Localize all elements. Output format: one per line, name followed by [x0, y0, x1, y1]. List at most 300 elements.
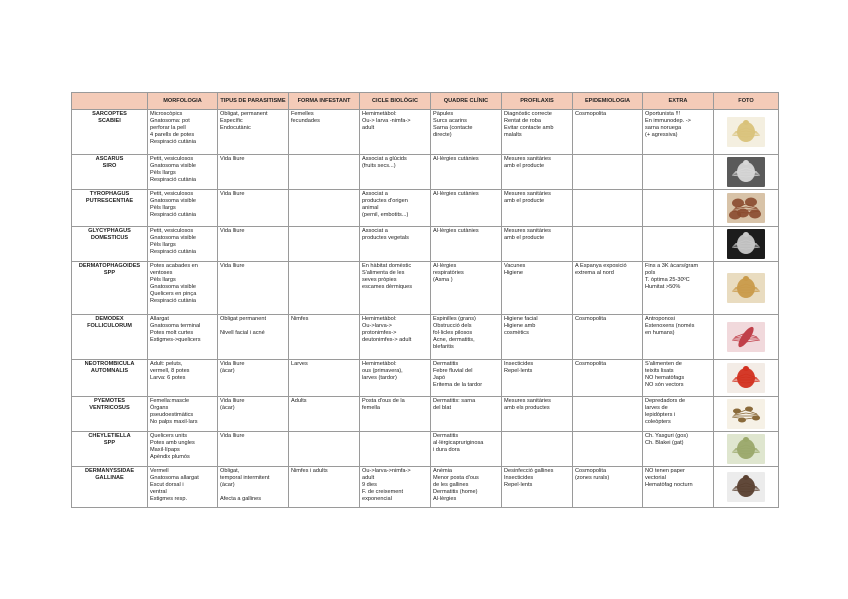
cell-line: Vida lliure	[220, 228, 245, 234]
cell-line: adult	[362, 124, 375, 131]
cell-line: malalts	[504, 131, 522, 138]
cell-line: PUTRESCENTIAE	[85, 197, 134, 204]
cell-line: Diagnòstic correcte	[504, 111, 552, 117]
cell-line: deutonimfes-> adult	[362, 336, 412, 343]
cell-line: Desinfecció gallines	[504, 468, 554, 474]
cell-line: fecundades	[291, 117, 320, 124]
tyrophagus-photo-icon	[727, 193, 765, 223]
header-morfologia: MORFOLOGIA	[148, 93, 218, 110]
cell-line: Petit, vesiculosos	[150, 228, 194, 234]
cell-line: AUTOMNALIS	[90, 367, 129, 374]
dermatophagoides-photo-icon	[727, 273, 765, 303]
cell-line: Vida lliure	[220, 433, 245, 439]
epidemiologia-cell	[573, 315, 643, 360]
cell-line: SPP	[103, 439, 116, 446]
table-row	[72, 110, 779, 155]
cicle-biologic-cell	[360, 227, 431, 262]
cell-line: teixits lisats	[645, 367, 674, 374]
cell-line: Ou->larva->	[362, 322, 392, 329]
species-name-cell	[72, 432, 148, 467]
cell-line: Mesures sanitàries	[504, 398, 551, 404]
quadre-clinic-cell	[431, 432, 502, 467]
cell-line: S'alimenta de les	[362, 269, 405, 276]
cell-line: Insecticides	[504, 474, 534, 481]
cell-line: (fruits secs...)	[362, 162, 396, 169]
cell-line: Sarna (contacte	[433, 124, 473, 131]
cell-line: Escut dorsal i	[150, 481, 184, 488]
cell-line: Larva: 6 potes	[150, 374, 186, 381]
cell-line: Estigmes->quelicers	[150, 336, 201, 343]
cell-line: blefaritis	[433, 343, 454, 350]
cell-line: Adult: peluts,	[150, 361, 183, 367]
tipus-parasitisme-cell	[218, 397, 289, 432]
species-name-cell	[72, 360, 148, 397]
cell-line: Vida lliure	[220, 156, 245, 162]
cell-line: Cosmopolita	[575, 111, 607, 117]
cell-line: seves pròpies	[362, 276, 397, 283]
foto-cell	[714, 110, 779, 155]
cell-line: Ou-> larva -nimfa->	[362, 117, 411, 124]
cell-line: Larves	[291, 361, 308, 367]
cell-line: protonimfes->	[362, 329, 397, 336]
foto-cell	[714, 467, 779, 508]
cell-line: DERMANYSSIDAE	[84, 468, 135, 474]
cell-line: Nivell facial i acné	[220, 329, 265, 336]
header-tipus-parasitisme: TIPUS DE PARASITISME	[218, 93, 289, 110]
morfologia-cell	[148, 432, 218, 467]
cell-line: Ch. Blakei (gat)	[645, 439, 684, 446]
cell-line: Al·lèrgies cutànies	[433, 191, 479, 197]
table-row	[72, 397, 779, 432]
cicle-biologic-cell	[360, 110, 431, 155]
cell-line: Potes amb ungles	[150, 439, 195, 446]
cell-line: Hemimetàbol:	[362, 111, 397, 117]
cell-line: Dermatitis	[433, 361, 459, 367]
cell-line: Respiració cutània	[150, 211, 197, 218]
forma-infestant-cell	[289, 467, 360, 508]
cell-line: Higiene	[504, 269, 523, 276]
cell-line: T. òptima 25-30ºC	[645, 276, 690, 283]
table-row	[72, 155, 779, 190]
cell-line: femella	[362, 404, 381, 411]
cell-line: Dermatitis: sarna	[433, 398, 476, 404]
header-profilaxis: PROFILAXIS	[502, 93, 573, 110]
cell-line: SCABIEI	[98, 117, 121, 124]
cell-line: En immunodep. ->	[645, 117, 691, 124]
pyemotes-photo-icon	[727, 399, 765, 429]
cell-line: 9 dies	[362, 481, 377, 488]
cell-line: Nimfes	[291, 316, 309, 322]
cell-line: temporal intermitent	[220, 474, 270, 481]
morfologia-cell	[148, 315, 218, 360]
morfologia-cell	[148, 360, 218, 397]
tipus-parasitisme-cell	[218, 315, 289, 360]
cell-line: Petit, vesiculosos	[150, 156, 194, 162]
cell-line: Gnatosoma visible	[150, 162, 197, 169]
tipus-parasitisme-cell	[218, 227, 289, 262]
cell-line	[220, 489, 286, 496]
header-epidemiologia: EPIDEMIOLOGIA	[573, 93, 643, 110]
cell-line: GLYCYPHAGUS	[88, 228, 131, 234]
cell-line: Vida lliure	[220, 191, 245, 197]
cell-line: NEOTROMBICULA	[84, 361, 135, 367]
cell-line: Respiració cutània	[150, 138, 197, 145]
cell-line: fol·licles pilosos	[433, 329, 473, 336]
cell-line: Mesures sanitàries	[504, 156, 551, 162]
cell-line: Associat a glúcids	[362, 156, 407, 162]
cell-line: VENTRICOSUS	[89, 404, 130, 411]
cell-line: Mesures sanitàries	[504, 228, 551, 234]
header-quadre-clinic: QUADRE CLÍNIC	[431, 93, 502, 110]
cell-line: Nimfes i adults	[291, 468, 328, 474]
extra-cell	[643, 315, 714, 360]
cell-line: respiratòries	[433, 269, 464, 276]
cicle-biologic-cell	[360, 155, 431, 190]
cell-line: animal	[362, 204, 379, 211]
cell-line: al·lèrgicapruriginosa	[433, 439, 484, 446]
tipus-parasitisme-cell	[218, 262, 289, 315]
foto-cell	[714, 432, 779, 467]
foto-cell	[714, 155, 779, 190]
cell-line: Hematòfag nocturn	[645, 481, 693, 488]
cell-line: Anèmia	[433, 468, 452, 474]
cell-line: Pèls llargs	[150, 169, 176, 176]
quadre-clinic-cell	[431, 262, 502, 315]
cell-line: Obligat permanent	[220, 316, 267, 322]
cell-line: sarna noruega	[645, 124, 682, 131]
header-forma-infestant: FORMA INFESTANT	[289, 93, 360, 110]
epidemiologia-cell	[573, 397, 643, 432]
cell-line: Gnatosoma allargat	[150, 474, 199, 481]
table-header-row	[72, 93, 779, 110]
forma-infestant-cell	[289, 397, 360, 432]
neotrombicula-photo-icon	[727, 363, 765, 393]
cell-line: En hàbitat domèstic	[362, 263, 412, 269]
foto-cell	[714, 360, 779, 397]
cell-line: Vida lliure	[220, 361, 245, 367]
cell-line: larves (tardor)	[362, 374, 397, 381]
cell-line: en humans)	[645, 329, 675, 336]
cell-line: Afecta a gallines	[220, 495, 262, 502]
cell-line: Allargat	[150, 316, 169, 322]
cell-line: Oportunista !!!	[645, 111, 681, 117]
cicle-biologic-cell	[360, 397, 431, 432]
cell-line: Antroponosi	[645, 316, 675, 322]
epidemiologia-cell	[573, 155, 643, 190]
cell-line: NO són vectors	[645, 381, 684, 388]
cell-line: DEMODEX	[95, 316, 124, 322]
table-row	[72, 227, 779, 262]
cell-line: Vermell	[150, 468, 169, 474]
acarus-photo-icon	[727, 157, 765, 187]
cell-line: Repel·lents	[504, 481, 533, 488]
species-name-cell	[72, 262, 148, 315]
cell-line: Pàpules	[433, 111, 454, 117]
cell-line: Obligat,	[220, 468, 240, 474]
cell-line: coleòpters	[645, 418, 671, 425]
cell-line: Acne, dermatitis,	[433, 336, 475, 343]
glycyphagus-photo-icon	[727, 229, 765, 259]
cell-line: ous (primavera),	[362, 367, 403, 374]
species-name-cell	[72, 155, 148, 190]
tipus-parasitisme-cell	[218, 190, 289, 227]
cell-line: SIRO	[102, 162, 117, 169]
cell-line: Ch. Yasguri (gos)	[645, 433, 689, 439]
cell-line: Gnatosoma visible	[150, 283, 197, 290]
morfologia-cell	[148, 227, 218, 262]
cell-line: Rentat de roba	[504, 117, 542, 124]
foto-cell	[714, 227, 779, 262]
header-extra: EXTRA	[643, 93, 714, 110]
cell-line: (zones rurals)	[575, 474, 610, 481]
cicle-biologic-cell	[360, 360, 431, 397]
quadre-clinic-cell	[431, 155, 502, 190]
cell-line: Evitar contacte amb	[504, 124, 554, 131]
species-name-cell	[72, 467, 148, 508]
cell-line: Maxil·lípaps	[150, 446, 180, 453]
cell-line: No palps maxil·lars	[150, 418, 198, 425]
cell-line: DOMESTICUS	[90, 234, 129, 241]
cell-line: Femelles	[291, 111, 314, 117]
cell-line: Quelicers en pinça	[150, 290, 197, 297]
dermanyssus-photo-icon	[727, 472, 765, 502]
cell-line: Higiene amb	[504, 322, 536, 329]
extra-cell	[643, 155, 714, 190]
profilaxis-cell	[502, 432, 573, 467]
cell-line: Al·lèrgies cutànies	[433, 228, 479, 234]
cell-line: Associat a	[362, 191, 388, 197]
cell-line: Cosmopolita	[575, 468, 607, 474]
forma-infestant-cell	[289, 432, 360, 467]
cell-line: Depredadors de	[645, 398, 686, 404]
cell-line: escames dèrmiques	[362, 283, 413, 290]
mites-comparison-table	[71, 92, 779, 508]
cell-line: Espinilles (grans)	[433, 316, 476, 322]
cell-line: Associat a	[362, 228, 388, 234]
cell-line: Gnatosoma visible	[150, 234, 197, 241]
cell-line: Repel·lents	[504, 367, 533, 374]
cell-line: SARCOPTES	[92, 111, 127, 117]
epidemiologia-cell	[573, 262, 643, 315]
cell-line: SPP	[103, 269, 116, 276]
cell-line: Específic	[220, 117, 243, 124]
morfologia-cell	[148, 262, 218, 315]
sarcoptes-photo-icon	[727, 117, 765, 147]
cell-line: Hemimetàbol:	[362, 361, 397, 367]
cell-line: Petit, vesiculosos	[150, 191, 194, 197]
mites-table-sheet	[71, 92, 778, 508]
table-row	[72, 262, 779, 315]
cicle-biologic-cell	[360, 190, 431, 227]
cell-line: Obstrucció dels	[433, 322, 472, 329]
profilaxis-cell	[502, 155, 573, 190]
quadre-clinic-cell	[431, 110, 502, 155]
cell-line: Japó	[433, 374, 446, 381]
cell-line: Pèls llargs	[150, 204, 176, 211]
epidemiologia-cell	[573, 110, 643, 155]
cell-line: de les gallines	[433, 481, 469, 488]
cell-line: Vida lliure	[220, 263, 245, 269]
cell-line: (pernil, embotits...)	[362, 211, 409, 218]
cell-line: Hemimetàbol:	[362, 316, 397, 322]
tipus-parasitisme-cell	[218, 155, 289, 190]
cell-line: Respiració cutània	[150, 176, 197, 183]
cheyletiella-photo-icon	[727, 434, 765, 464]
cell-line: Pèls llargs	[150, 241, 176, 248]
epidemiologia-cell	[573, 360, 643, 397]
morfologia-cell	[148, 397, 218, 432]
cell-line: DERMATOPHAGOIDES	[78, 263, 141, 269]
cell-line: CHEYLETIELLA	[88, 433, 131, 439]
foto-cell	[714, 397, 779, 432]
extra-cell	[643, 397, 714, 432]
forma-infestant-cell	[289, 190, 360, 227]
cell-line: Gnatosoma visible	[150, 197, 197, 204]
epidemiologia-cell	[573, 190, 643, 227]
extra-cell	[643, 262, 714, 315]
profilaxis-cell	[502, 397, 573, 432]
morfologia-cell	[148, 190, 218, 227]
cell-line: Respiració cutània	[150, 248, 197, 255]
forma-infestant-cell	[289, 110, 360, 155]
profilaxis-cell	[502, 227, 573, 262]
cell-line: del blat	[433, 404, 452, 411]
cell-line: S'alimenten de	[645, 361, 682, 367]
cell-line: Al·lèrgies	[433, 263, 457, 269]
epidemiologia-cell	[573, 227, 643, 262]
cell-line: productes d'origen	[362, 197, 408, 204]
cell-line: TYROPHAGUS	[89, 191, 130, 197]
cell-line: (Asma )	[433, 276, 453, 283]
foto-cell	[714, 262, 779, 315]
foto-cell	[714, 190, 779, 227]
table-row	[72, 315, 779, 360]
cell-line: Adults	[291, 398, 307, 404]
cell-line: Estigmes resp.	[150, 495, 187, 502]
cell-line: Gnatosoma: pot	[150, 117, 190, 124]
quadre-clinic-cell	[431, 315, 502, 360]
cell-line: Cosmopolita	[575, 316, 607, 322]
cell-line: (àcar)	[220, 404, 235, 411]
table-row	[72, 360, 779, 397]
table-row	[72, 190, 779, 227]
profilaxis-cell	[502, 467, 573, 508]
cell-line: Quelicers units	[150, 433, 187, 439]
foto-cell	[714, 315, 779, 360]
cicle-biologic-cell	[360, 262, 431, 315]
cell-line: Potes acabades en	[150, 263, 198, 269]
cell-line: ASCARUS	[95, 156, 124, 162]
forma-infestant-cell	[289, 155, 360, 190]
quadre-clinic-cell	[431, 397, 502, 432]
extra-cell	[643, 227, 714, 262]
extra-cell	[643, 110, 714, 155]
cell-line: adult	[362, 474, 375, 481]
morfologia-cell	[148, 467, 218, 508]
cicle-biologic-cell	[360, 432, 431, 467]
cell-line: Estenoxens (només	[645, 322, 695, 329]
cell-line: perforar la pell	[150, 124, 186, 131]
cell-line: ventral	[150, 488, 167, 495]
cell-line: Higiene facial	[504, 316, 538, 322]
cell-line: Òrgans	[150, 404, 169, 411]
cell-line: Ou->larva->nimfa->	[362, 468, 411, 474]
profilaxis-cell	[502, 110, 573, 155]
cell-line: Dermatitis (home)	[433, 488, 478, 495]
epidemiologia-cell	[573, 467, 643, 508]
morfologia-cell	[148, 110, 218, 155]
cell-line: NO tenen paper	[645, 468, 685, 474]
cell-line: Dermatitis	[433, 433, 459, 439]
cell-line: A Espanya exposició	[575, 263, 627, 269]
species-name-cell	[72, 397, 148, 432]
profilaxis-cell	[502, 360, 573, 397]
cell-line: Menor posta d'ous	[433, 474, 479, 481]
cell-line: directe)	[433, 131, 452, 138]
cell-line: amb el producte	[504, 234, 545, 241]
tipus-parasitisme-cell	[218, 432, 289, 467]
cicle-biologic-cell	[360, 315, 431, 360]
cell-line: exponencial	[362, 495, 392, 502]
quadre-clinic-cell	[431, 360, 502, 397]
cell-line: (àcar)	[220, 367, 235, 374]
extra-cell	[643, 360, 714, 397]
cell-line: Vida lliure	[220, 398, 245, 404]
cell-line: Femella:mascle	[150, 398, 190, 404]
cell-line: 4 parells de potes	[150, 131, 195, 138]
cell-line: Febre fluvial del	[433, 367, 473, 374]
forma-infestant-cell	[289, 315, 360, 360]
quadre-clinic-cell	[431, 190, 502, 227]
cell-line: Apèndix plumós	[150, 453, 190, 460]
tipus-parasitisme-cell	[218, 360, 289, 397]
header-foto: FOTO	[714, 93, 779, 110]
cell-line: Surcs acarins	[433, 117, 467, 124]
forma-infestant-cell	[289, 262, 360, 315]
cell-line: amb el producte	[504, 162, 545, 169]
cell-line: Fins a 3K àcars/gram	[645, 263, 699, 269]
cell-line: Pèls llargs	[150, 276, 176, 283]
cell-line: PYEMOTES	[93, 398, 126, 404]
cell-line: Humitat >50%	[645, 283, 681, 290]
cicle-biologic-cell	[360, 467, 431, 508]
cell-line: pols	[645, 269, 656, 276]
cell-line: NO hematòfags	[645, 374, 685, 381]
cell-line: (+ agressiva)	[645, 131, 678, 138]
cell-line: vectorial	[645, 474, 666, 481]
extra-cell	[643, 432, 714, 467]
cell-line: Vacunes	[504, 263, 526, 269]
profilaxis-cell	[502, 190, 573, 227]
quadre-clinic-cell	[431, 467, 502, 508]
species-name-cell	[72, 190, 148, 227]
cell-line: larves de	[645, 404, 668, 411]
cell-line: Potes molt curtes	[150, 329, 194, 336]
cell-line: Insecticides	[504, 361, 534, 367]
profilaxis-cell	[502, 315, 573, 360]
cell-line: Al·lèrgies	[433, 495, 457, 502]
extra-cell	[643, 190, 714, 227]
forma-infestant-cell	[289, 227, 360, 262]
cell-line: Respiració cutània	[150, 297, 197, 304]
cell-line: productes vegetals	[362, 234, 409, 241]
table-body	[72, 110, 779, 508]
tipus-parasitisme-cell	[218, 110, 289, 155]
cell-line: Al·lèrgies cutànies	[433, 156, 479, 162]
table-row	[72, 467, 779, 508]
cell-line: vermell, 8 potes	[150, 367, 190, 374]
cell-line: cosmètics	[504, 329, 529, 336]
